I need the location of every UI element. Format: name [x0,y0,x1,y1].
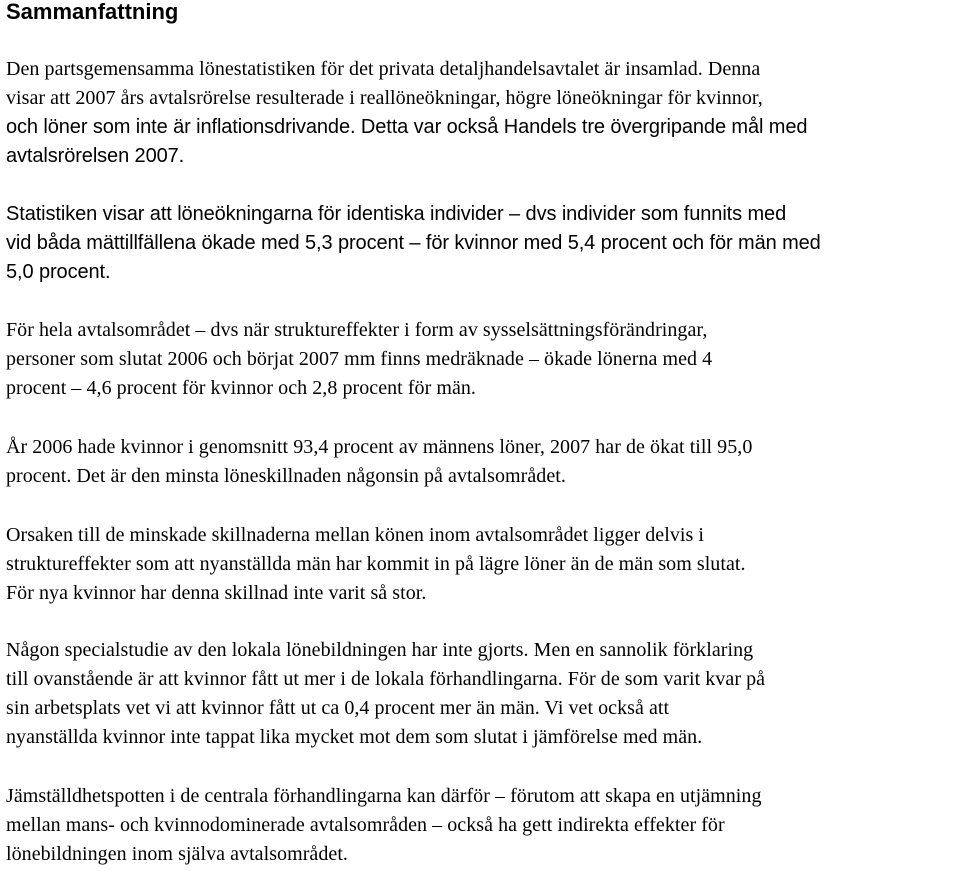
paragraph-line: För hela avtalsområdet – dvs när struktureffekter i form av sysselsättningsförändringar, [6,319,708,341]
paragraph-line: Den partsgemensamma lönestatistiken för det privata detaljhandelsavtalet är insamlad. Denna [6,58,761,80]
paragraph-line: nyanställda kvinnor inte tappat lika mycket mot dem som slutat i jämförelse med män. [6,726,703,748]
paragraph-line: Jämställdhetspotten i de centrala förhandlingarna kan därför – förutom att skapa en utjämning [6,785,762,807]
paragraph-line: vid båda mättillfällena ökade med 5,3 procent – för kvinnor med 5,4 procent och för män med [6,232,821,254]
paragraph-5 [6,521,746,608]
paragraph-line: personer som slutat 2006 och börjat 2007 mm finns medräknade – ökade lönerna med 4 [6,348,713,370]
paragraph-line: procent – 4,6 procent för kvinnor och 2,8 procent för män. [6,377,476,399]
paragraph-line: procent. Det är den minsta löneskillnaden någonsin på avtalsområdet. [6,465,566,487]
paragraph-1-continued [6,113,807,171]
paragraph-line: För nya kvinnor har denna skillnad inte varit så stor. [6,582,427,604]
paragraph-line: 5,0 procent. [6,261,111,283]
paragraph-line: Orsaken till de minskade skillnaderna mellan könen inom avtalsområdet ligger delvis i [6,524,704,546]
paragraph-line: till ovanstående är att kvinnor fått ut mer i de lokala förhandlingarna. För de som varit kvar på [6,668,766,690]
paragraph-7 [6,782,762,869]
paragraph-line: avtalsrörelsen 2007. [6,145,185,167]
paragraph-6 [6,636,765,752]
paragraph-3 [6,316,712,403]
paragraph-line: lönebildningen inom själva avtalsområdet. [6,843,348,865]
paragraph-line: År 2006 hade kvinnor i genomsnitt 93,4 procent av männens löner, 2007 har de ökat till 95,0 [6,436,753,458]
document-title: Sammanfattning [6,0,179,24]
paragraph-line: och löner som inte är inflationsdrivande. Detta var också Handels tre övergripande mål med [6,116,808,138]
paragraph-line: Statistiken visar att löneökningarna för identiska individer – dvs individer som funnits med [6,203,787,225]
paragraph-line: sin arbetsplats vet vi att kvinnor fått ut ca 0,4 procent mer än män. Vi vet också att [6,697,670,719]
paragraph-line: visar att 2007 års avtalsrörelse resulterade i reallöneökningar, högre löneökningar för kvinnor, [6,87,763,109]
paragraph-line: mellan mans- och kvinnodominerade avtalsområden – också ha gett indirekta effekter för [6,814,725,836]
paragraph-4 [6,433,752,491]
paragraph-2 [6,200,821,287]
paragraph-line: Någon specialstudie av den lokala lönebildningen har inte gjorts. Men en sannolik förklaring [6,639,754,661]
paragraph-line: struktureffekter som att nyanställda män har kommit in på lägre löner än de män som slutat. [6,553,746,575]
paragraph-1 [6,55,763,113]
